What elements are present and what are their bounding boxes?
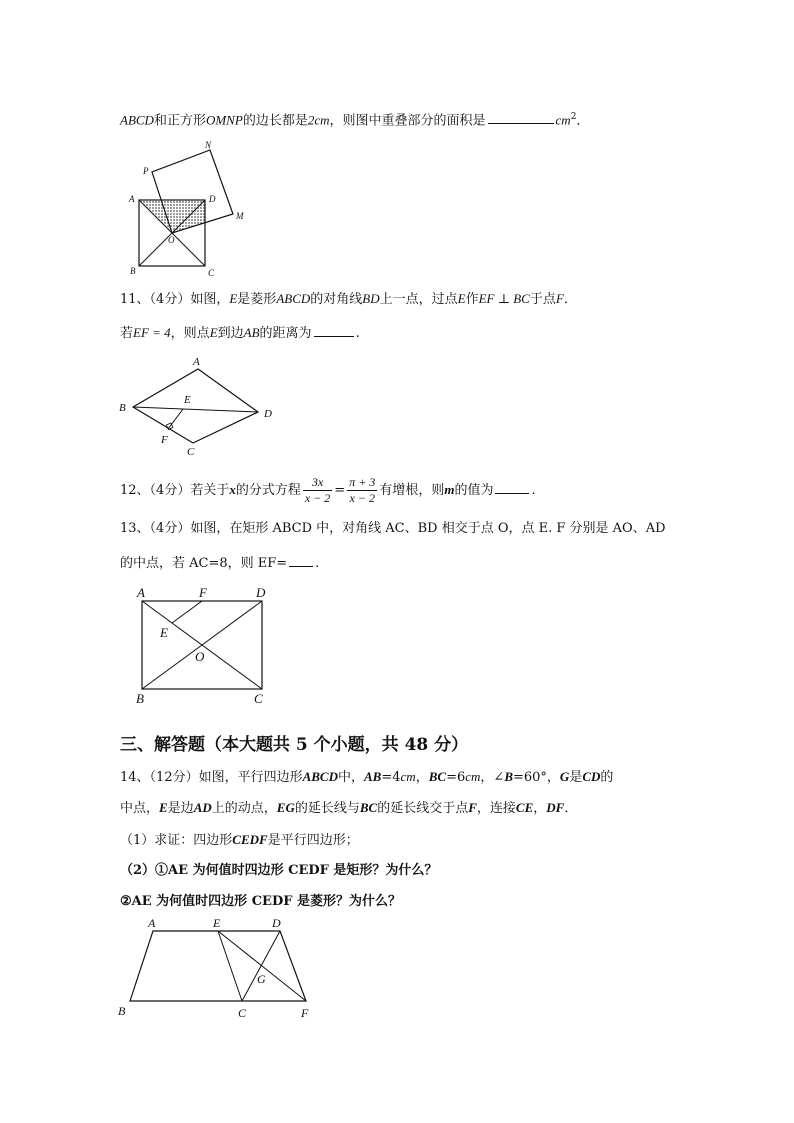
q11-label-b: B — [119, 402, 126, 414]
q13-figure — [132, 585, 282, 710]
q11-rhombus — [133, 369, 258, 443]
q13-label-a: A — [137, 585, 145, 600]
q13-line1: 13、（4分）如图，在矩形 ABCD 中，对角线 AC、BD 相交于点 O，点 E. F 分别是 AO、AD — [120, 521, 666, 536]
q14-segment-cd — [242, 931, 280, 1001]
q14-label-e: E — [213, 916, 221, 930]
q11-diagonal-bd — [133, 407, 258, 412]
q11-label-a: A — [193, 356, 200, 368]
q13-label-c: C — [254, 691, 263, 706]
q13-answer-blank[interactable] — [289, 552, 313, 567]
q13-label-b: B — [136, 691, 144, 706]
q13-label-o: O — [195, 649, 205, 664]
q10-label-b: B — [130, 266, 136, 276]
q11-segment-ef — [168, 409, 183, 429]
q10-answer-blank[interactable] — [488, 109, 554, 124]
q10-figure — [125, 138, 255, 278]
q11-label-e: E — [184, 394, 191, 406]
q14-label-f: F — [301, 1006, 309, 1020]
q14-trapezoid-outline — [130, 931, 306, 1001]
q12-line: 12、（4分）若关于x的分式方程 $\frac{3x}{x - 2}$ = $\frac{\pi + 3}{x - 2}$ 有增根，则m的值为 . — [120, 475, 536, 505]
q10-text: ABCD和正方形OMNP的边长都是2cm，则图中重叠部分的面积是 $cm^2$． — [120, 108, 589, 130]
q11-line1: 11、（4分）如图，E是菱形ABCD的对角线BD上一点，过点E作EF ⊥ BC于点F． — [120, 291, 577, 307]
q14-line2: 中点，E是边AD上的动点，EG的延长线与BC的延长线交于点F，连接CE，DF． — [120, 800, 578, 816]
q14-label-d: D — [272, 916, 281, 930]
q11-label-d: D — [264, 408, 272, 420]
q13-segment-ef — [172, 601, 202, 623]
q10-label-a: A — [129, 194, 135, 204]
q10-var-abcd: ABCD — [120, 112, 154, 128]
q10-label-p: P — [143, 166, 149, 176]
q12-answer-blank[interactable] — [495, 479, 529, 494]
q14-label-a: A — [148, 916, 156, 930]
q14-segment-ec — [218, 931, 242, 1001]
q13-label-d: D — [256, 585, 266, 600]
q14-part2: （2）①AE 为何值时四边形 CEDF 是矩形？为什么？ — [120, 863, 438, 878]
section-3-title: 三、解答题（本大题共 5 个小题，共 48 分） — [120, 735, 469, 755]
q14-label-b: B — [118, 1004, 126, 1018]
q11-answer-blank[interactable] — [314, 322, 354, 337]
q11-label-f: F — [161, 434, 168, 446]
q14-figure — [115, 915, 325, 1025]
q12-fraction-1: $\frac{3x}{x - 2}$ — [304, 475, 331, 505]
q14-part1: （1）求证：四边形CEDF是平行四边形； — [120, 832, 359, 848]
q10-label-o: O — [168, 235, 175, 245]
q14-label-c: C — [238, 1006, 247, 1020]
q13-line2: 的中点，若 AC=8，则 EF= . — [120, 552, 319, 573]
q10-label-m: M — [236, 211, 244, 221]
q11-figure — [118, 355, 288, 458]
q11-label-c: C — [187, 446, 195, 458]
q14-part3: ②AE 为何值时四边形 CEDF 是菱形？为什么？ — [120, 894, 401, 909]
q12-fraction-2: $\frac{\pi + 3}{x - 2}$ — [349, 475, 376, 505]
q10-label-d: D — [209, 194, 216, 204]
q11-line2: 若EF = 4，则点E到边AB的距离为 . — [120, 322, 360, 343]
q10-label-c: C — [208, 268, 215, 278]
q13-label-f: F — [199, 585, 207, 600]
q13-label-e: E — [160, 625, 168, 640]
q10-label-n: N — [205, 140, 212, 150]
q14-label-g: G — [257, 972, 266, 986]
q14-line1: 14、（12分）如图，平行四边形ABCD中，AB=4cm，BC=6cm，∠B=60°，G是CD的 — [120, 769, 614, 785]
